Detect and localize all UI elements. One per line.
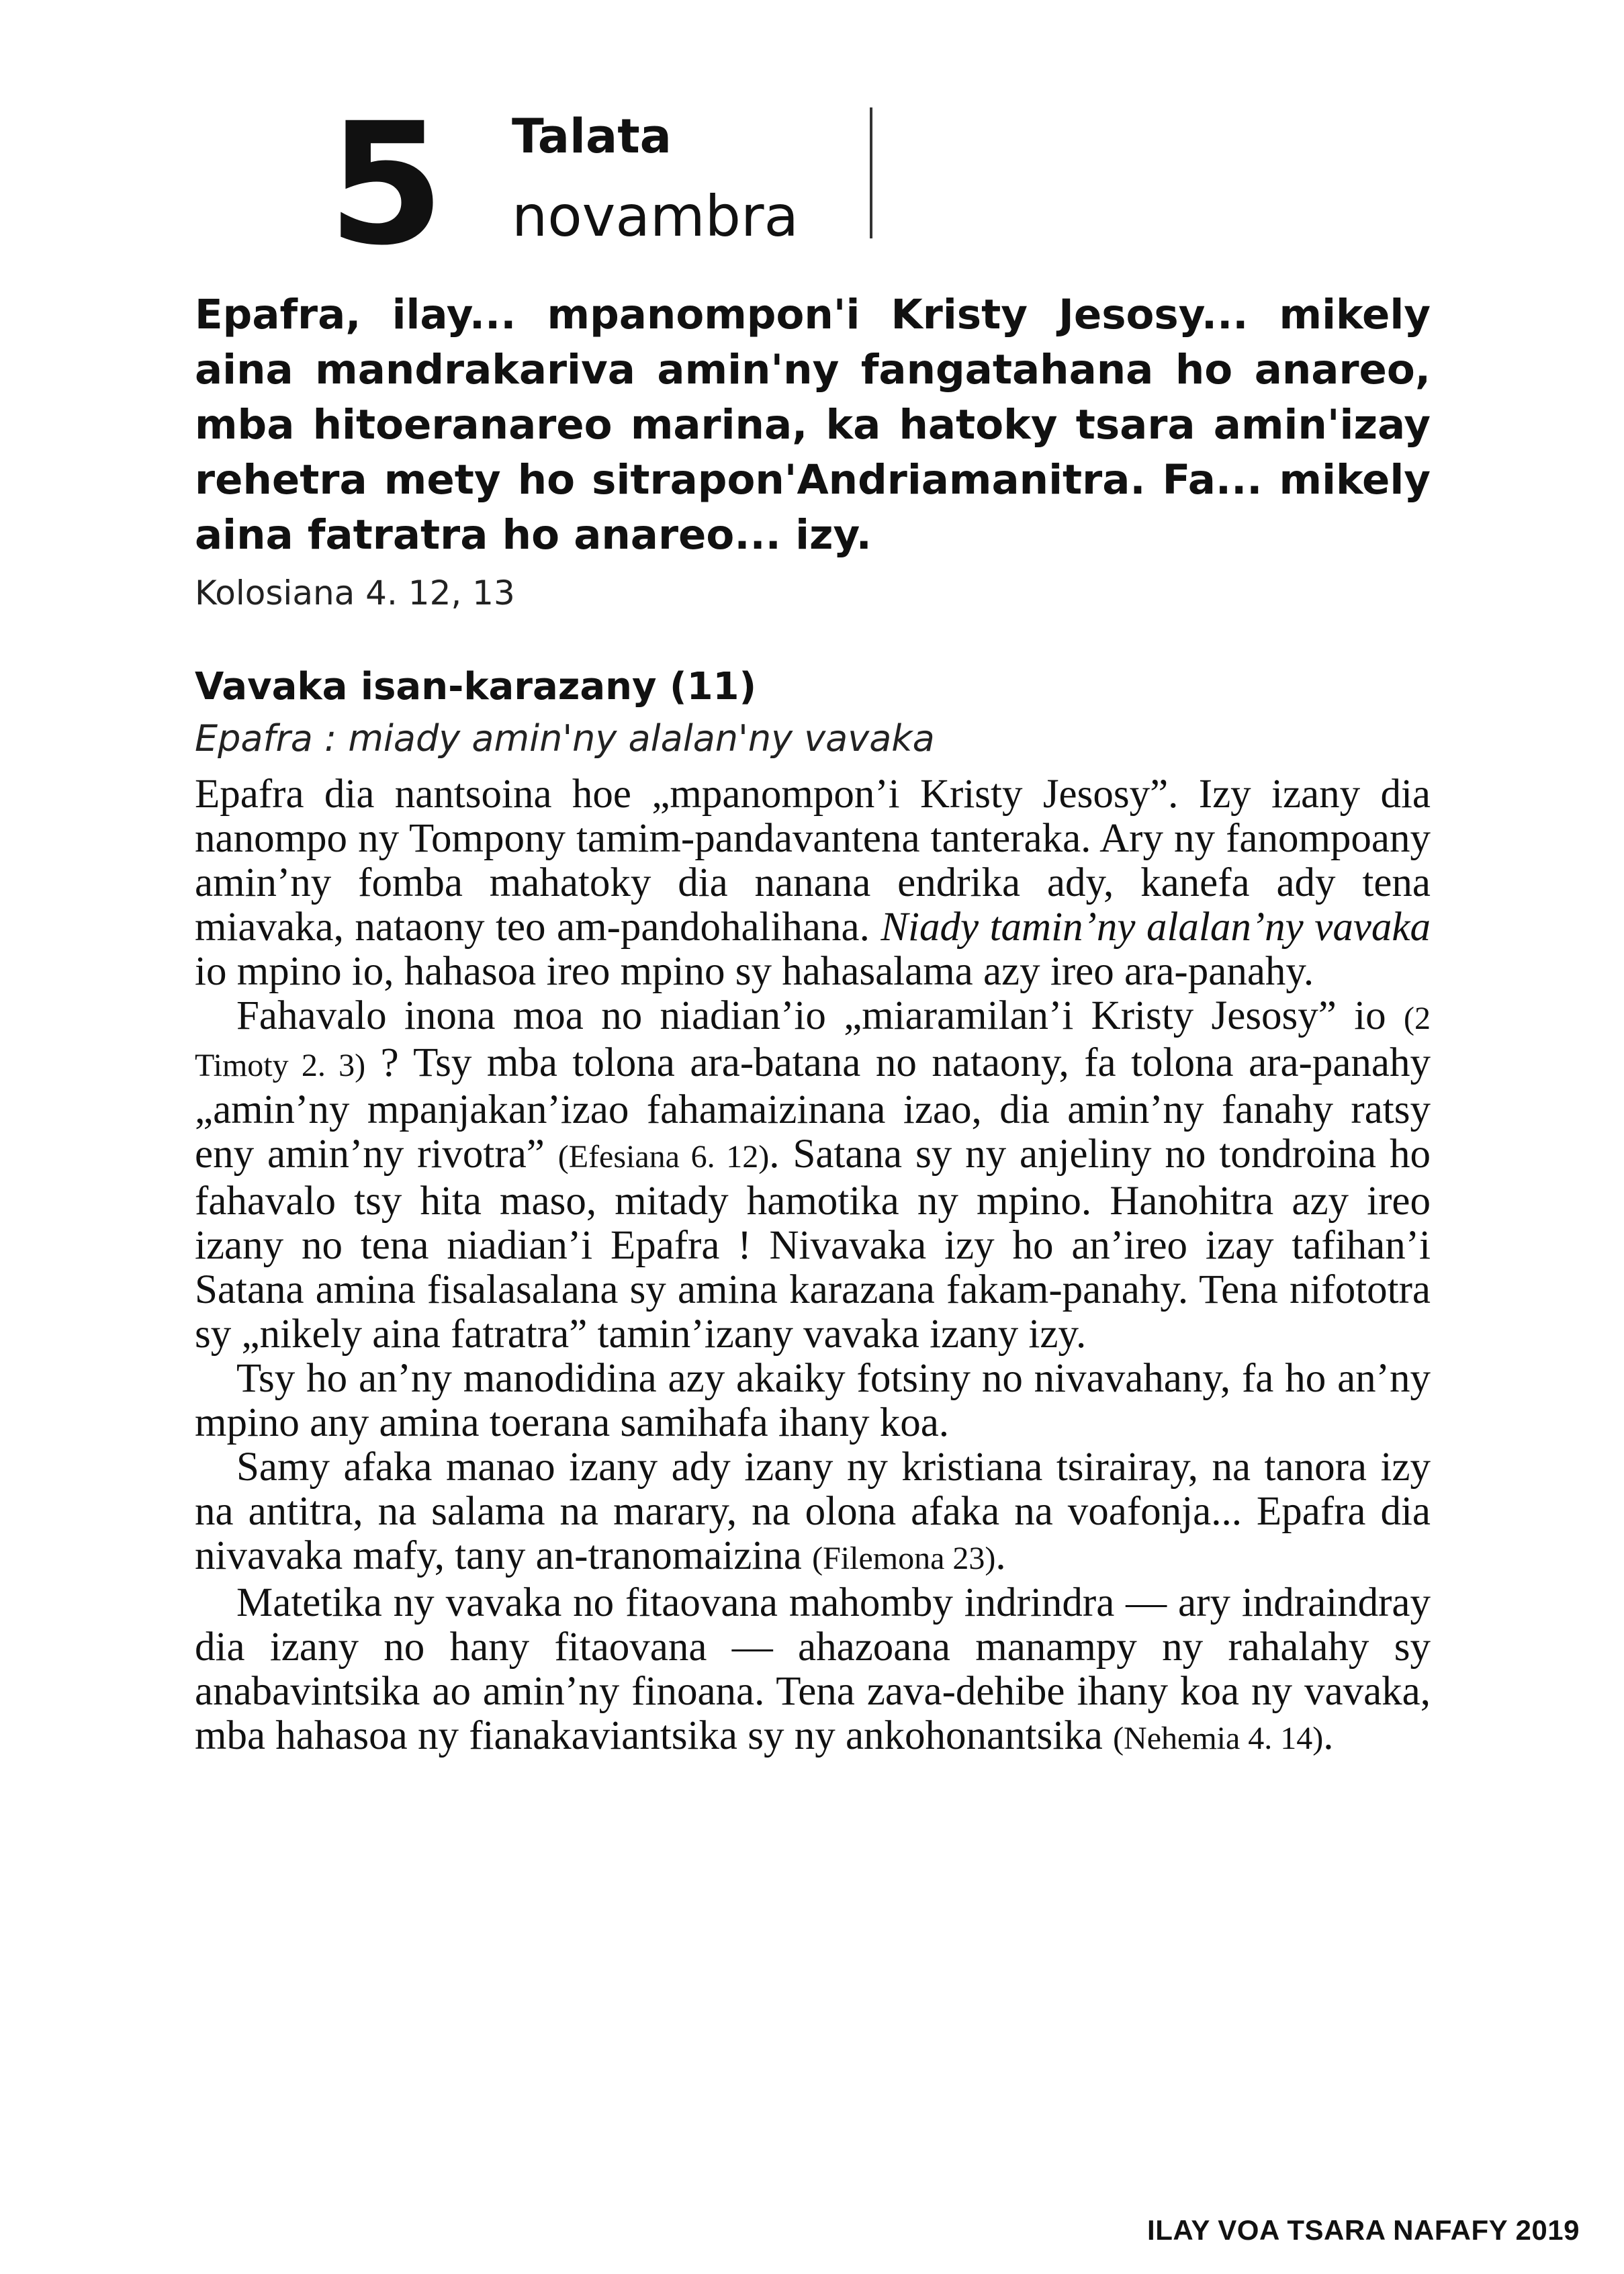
paragraph-4 (195, 1445, 1431, 1581)
paragraph-5-text-a: Matetika ny vavaka no fitaovana mahomby indrindra — ary indraindray dia izany no hany fitaovana — ahazoana manampy ny rahalahy sy anabavintsika ao amin’ny finoana. Tena zava-dehibe ihany koa ny vavaka, mba hahasoa ny fianakaviantsika sy ny ankohonantsika (195, 1580, 1431, 1758)
verse-reference: Kolosiana 4. 12, 13 (195, 574, 515, 612)
paragraph-1-emphasis: Niady tamin’ny alalan’ny vavaka (881, 905, 1431, 950)
paragraph-5-text-b: . (1323, 1713, 1334, 1758)
paragraph-3: Tsy ho an’ny manodidina azy akaiky fotsiny no nivavahany, fa ho an’ny mpino any amina toerana samihafa ihany koa. (195, 1356, 1431, 1445)
paragraph-2-text-c: . Satana sy ny anjeliny no tondroina ho fahavalo tsy hita maso, mitady hamotika ny mpino. Hanohitra azy ireo izany no tena niadian’i Epafra ! Nivavaka izy ho an’ireo izay tafihan’i Satana amina fisalasalana sy amina karazana fakam-panahy. Tena nifototra sy „nikely aina fatratra” tamin’izany vavaka izany izy. (195, 1132, 1431, 1357)
scripture-reference: (Efesiana 6. 12) (557, 1139, 770, 1175)
month-label: novambra (512, 183, 799, 249)
paragraph-4-text-b: . (995, 1533, 1006, 1578)
day-number: 5 (328, 87, 442, 282)
article-title: Vavaka isan-karazany (11) (195, 665, 757, 709)
header-divider (870, 107, 872, 238)
article-subtitle: Epafra : miady amin'ny alalan'ny vavaka (195, 717, 935, 760)
paragraph-4-text-a: Samy afaka manao izany ady izany ny kristiana tsirairay, na tanora izy na antitra, na salama na marary, na olona afaka na voafonja... Epafra dia nivavaka mafy, tany an-tranomaizina (195, 1445, 1431, 1578)
paragraph-2-text-a: Fahavalo inona moa no niadian’io „miaramilan’i Kristy Jesosy” io (236, 993, 1404, 1038)
weekday-label: Talata (512, 109, 672, 164)
paragraph-2 (195, 994, 1431, 1357)
paragraph-5 (195, 1581, 1431, 1761)
scripture-reference: (2 Timoty 2. 3) (195, 1001, 1431, 1083)
paragraph-2-text-b: ? Tsy mba tolona ara-batana no nataony, fa tolona ara-panahy „amin’ny mpanjakan’izao fahamaizinana izao, dia amin’ny fanahy ratsy eny amin’ny rivotra” (195, 1040, 1431, 1177)
paragraph-1 (195, 772, 1431, 994)
scripture-reference: (Filemona 23) (812, 1541, 996, 1576)
paragraph-1-text-b: io mpino io, hahasoa ireo mpino sy hahasalama azy ireo ara-panahy. (195, 949, 1314, 994)
paragraph-1-text-a: Epafra dia nantsoina hoe „mpanompon’i Kristy Jesosy”. Izy izany dia nanompo ny Tompony tamim-pandavantena tanteraka. Ary ny fanompoany amin’ny fomba mahatoky dia nanana endrika ady, kanefa ady tena miavaka, nataony teo am-pandohalihana. (195, 772, 1431, 950)
verse-text: Epafra, ilay... mpanompon'i Kristy Jesosy... mikely aina mandrakariva amin'ny fangatahana ho anareo, mba hitoeranareo marina, ka hatoky tsara amin'izay rehetra mety ho sitrapon'Andriamanitra. Fa... mikely aina fatratra ho anareo... izy. (195, 291, 1431, 559)
publication-footer: ILAY VOA TSARA NAFAFY 2019 (1147, 2214, 1580, 2246)
scripture-reference: (Nehemia 4. 14) (1113, 1721, 1324, 1756)
article-body (195, 772, 1431, 1761)
